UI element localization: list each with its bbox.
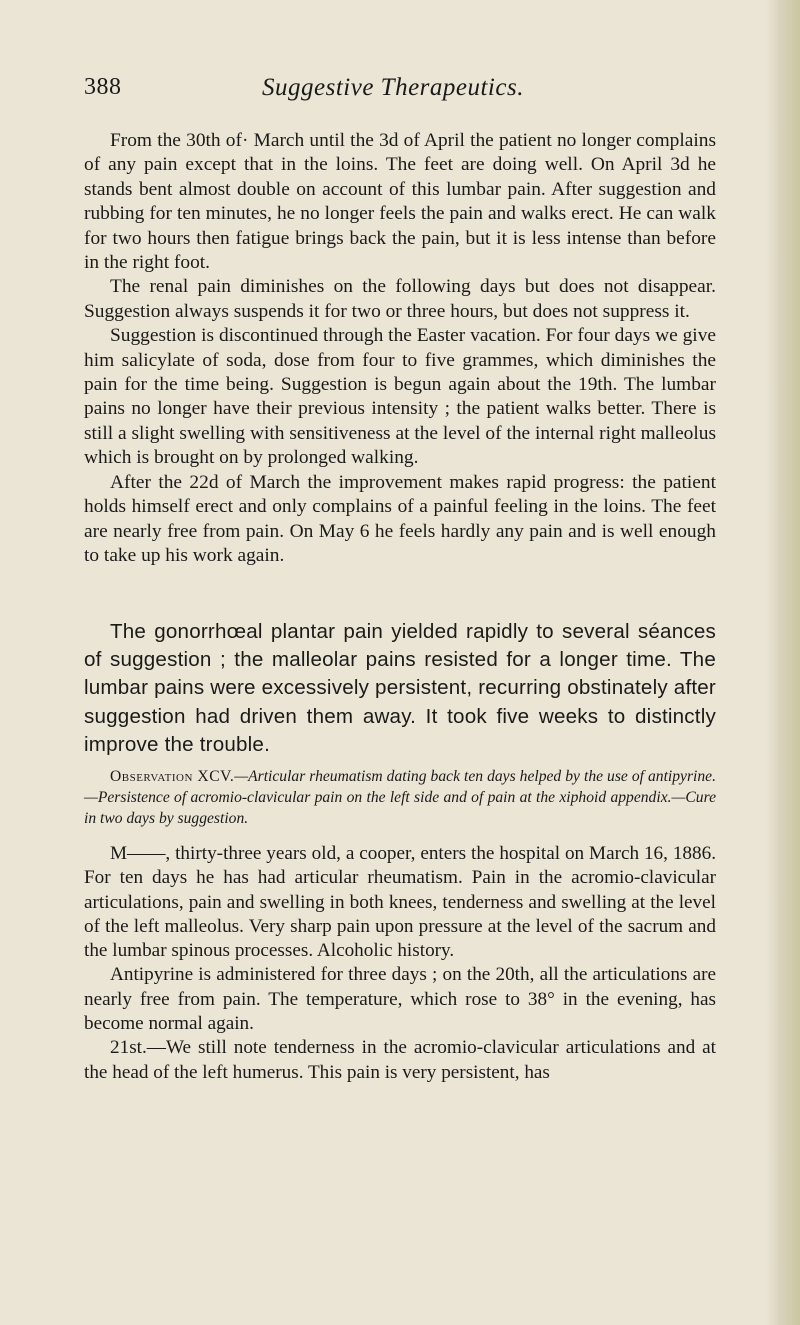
observation-label: Observation XCV. bbox=[110, 768, 235, 785]
observation-title bbox=[84, 766, 716, 829]
paragraph-patient-admission: M——, thirty-three years old, a cooper, enters the hospital on March 16, 1886. For ten days he has had articular rheumatism. Pain in the acromio-clavicular articulations, pain and swelling in both knees, tenderness and swelling at the level of the left malleolus. Very sharp pain upon pressure at the level of the sacrum and the lumbar spinous processes. Alcoholic history. bbox=[84, 843, 716, 962]
page-number: 388 bbox=[84, 74, 122, 100]
page-edge-shadow bbox=[766, 0, 800, 1325]
case-details-section bbox=[84, 842, 716, 1085]
paragraph-21st: 21st.—We still note tenderness in the acromio-clavicular articulations and at the head of the left humerus. This pain is very persistent, has bbox=[84, 1037, 716, 1083]
paragraph-renal-pain: The renal pain diminishes on the following days but does not disappear. Suggestion always suspends it for two or three hours, but does not suppress it. bbox=[84, 276, 716, 322]
paragraph-antipyrine: Antipyrine is administered for three days ; on the 20th, all the articulations are nearly free from pain. The temperature, which rose to 38° in the evening, has become normal again. bbox=[84, 964, 716, 1035]
case-progress-section bbox=[84, 129, 716, 568]
summary-paragraph: The gonorrhœal plantar pain yielded rapidly to several séances of suggestion ; the malleolar pains resisted for a longer time. The lumbar pains were excessively persistent, recurring obstinately after suggestion had driven them away. It took five weeks to distinctly improve the trouble. bbox=[84, 620, 716, 756]
summary-section bbox=[84, 618, 716, 759]
observation-heading bbox=[84, 766, 716, 829]
page-header bbox=[84, 74, 724, 114]
running-title: Suggestive Therapeutics. bbox=[262, 74, 524, 101]
paragraph-easter-vacation: Suggestion is discontinued through the Easter vacation. For four days we give him salicylate of soda, dose from four to five grammes, which diminishes the pain for the time being. Suggestion is begun again about the 19th. The lumbar pains no longer have their previous intensity ; the patient walks better. There is still a slight swelling with sensitiveness at the level of the internal right malleolus which is brought on by prolonged walking. bbox=[84, 325, 716, 469]
observation-description: —Articular rheumatism dating back ten days helped by the use of antipyrine.—Persistence of acromio-clavicular pain on the left side and of pain at the xiphoid appendix.—Cure in two days by suggestion. bbox=[84, 768, 716, 827]
paragraph-april-progress: From the 30th of· March until the 3d of April the patient no longer complains of any pain except that in the loins. The feet are doing well. On April 3d he stands bent almost double on account of this lumbar pain. After suggestion and rubbing for ten minutes, he no longer feels the pain and walks erect. He can walk for two hours then fatigue brings back the pain, but it is less intense than before in the right foot. bbox=[84, 130, 716, 274]
paragraph-improvement: After the 22d of March the improvement makes rapid progress: the patient holds himself erect and only complains of a painful feeling in the loins. The feet are nearly free from pain. On May 6 he feels hardly any pain and is well enough to take up his work again. bbox=[84, 471, 716, 566]
